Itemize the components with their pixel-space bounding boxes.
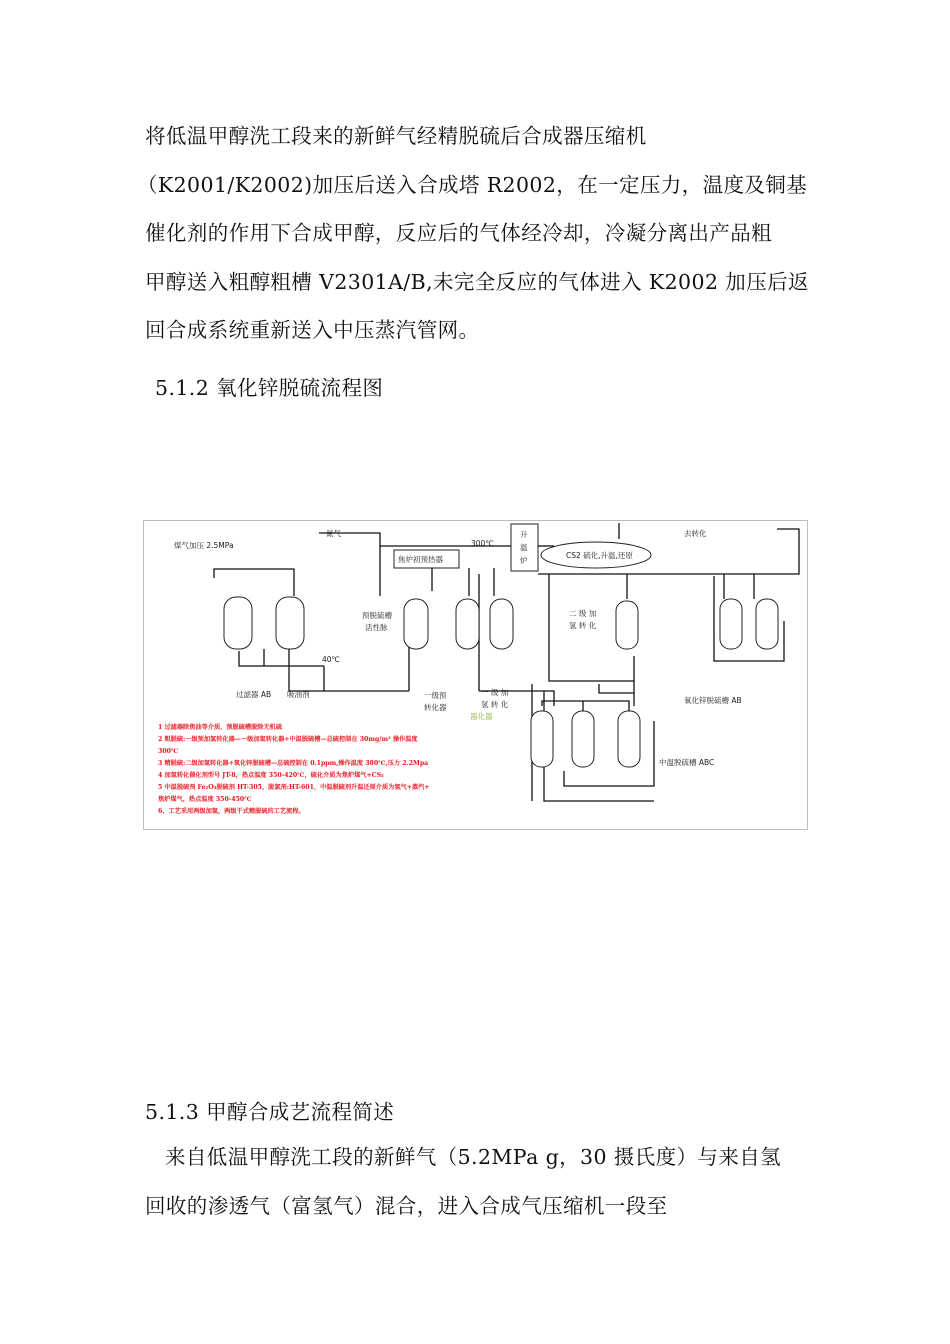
furnace-char-1: 升 — [520, 530, 528, 539]
label-to-conversion: 去转化 — [684, 529, 707, 538]
section-513-paragraph — [145, 1133, 815, 1230]
label-coal-gas: 煤气加压 2.5MPa — [174, 541, 234, 550]
label-cs2: CS2 硫化,升温,还原 — [566, 551, 633, 560]
label-nitrogen: 氮气 — [326, 529, 341, 538]
section-heading-513: 5.1.3 甲醇合成艺流程简述 — [145, 1100, 395, 1124]
primary-preconverter-vessel — [456, 599, 479, 649]
furnace-char-3: 炉 — [520, 556, 528, 565]
label-mid-temp: 中温脱硫槽 ABC — [659, 758, 715, 767]
label-primary-h-1: 一 级 加 — [481, 688, 509, 697]
note-line: 3 精脱硫:二级加氢转化器+氧化锌脱硫槽—总硫控制在 0.1ppm,操作温度 380℃,压力 2.2Mpa — [158, 760, 429, 767]
label-preheater: 焦炉初预热器 — [398, 555, 443, 564]
label-temp-300: 300℃ — [471, 539, 494, 548]
mid-temp-vessel-c — [618, 711, 640, 767]
note-line: 4 加氢转化催化剂型号 JT-8，热点温度 350-420℃，硫化介质为焦炉煤气+CS₂ — [158, 772, 384, 779]
intro-paragraph — [137, 112, 815, 355]
label-secondary-1: 二 级 加 — [569, 609, 597, 618]
body-line-2: 回收的渗透气（富氢气）混合，进入合成气压缩机一段至 — [145, 1193, 668, 1218]
note-line: 300℃ — [158, 748, 179, 755]
label-filter: 过滤器 AB — [236, 690, 272, 699]
zno-vessel-b — [756, 599, 778, 649]
label-zno: 氧化锌脱硫槽 AB — [684, 696, 742, 705]
label-primary-h-green: 器化器 — [470, 712, 493, 721]
primary-h-converter-vessel — [490, 599, 513, 649]
label-adsorbent: 吸油剂 — [287, 690, 310, 699]
body-line-1: 来自低温甲醇洗工段的新鲜气（5.2MPa g，30 摄氏度）与来自氢 — [165, 1145, 782, 1169]
filter-vessel-a — [224, 597, 252, 649]
furnace-char-2: 温 — [520, 543, 528, 552]
mid-temp-vessel-b — [572, 711, 594, 767]
note-line: 2 粗脱硫:一级预加氢转化器—一级加氢转化器+中温脱硫槽—总硫控制在 30mg/m³ 操作温度 — [158, 736, 418, 743]
secondary-h-converter-vessel — [616, 601, 638, 649]
label-secondary-2: 氢 转 化 — [569, 621, 597, 630]
mid-temp-vessel-a — [531, 711, 553, 767]
zno-vessel-a — [720, 599, 742, 649]
label-predesulf-2: 活性脉 — [365, 623, 388, 632]
pre-desulfurizer-vessel — [404, 599, 428, 649]
intro-line-1: 将低温甲醇洗工段来的新鲜气经精脱硫后合成器压缩机 — [145, 124, 647, 148]
filter-vessel-b — [276, 597, 304, 649]
intro-line-5: 回合成系统重新送入中压蒸汽管网。 — [145, 318, 480, 342]
diagram-notes — [158, 723, 429, 816]
label-primary-1: 一级预 — [424, 691, 447, 700]
intro-line-3: 催化剂的作用下合成甲醇，反应后的气体经冷却，冷凝分离出产品粗 — [145, 221, 772, 245]
note-line: 5 中温脱硫剂 Fe₂O₃脱硫剂 HT-305，脱氯剂:HT-601，中温脱硫剂升温还原介质为氢气+蒸汽+ — [158, 784, 430, 791]
label-primary-h-2: 氢 转 化 — [481, 700, 509, 709]
note-line: 1 过滤器除焦油等介质，预脱硫槽脱除无机硫 — [158, 724, 283, 731]
section-heading-512: 5.1.2 氧化锌脱硫流程图 — [155, 376, 384, 400]
label-predesulf-1: 预脱硫槽 — [362, 611, 392, 620]
note-line: 焦炉煤气，热点温度 350-450℃ — [158, 796, 252, 803]
intro-line-4: 甲醇送入粗醇粗槽 V2301A/B,未完全反应的气体进入 K2002 加压后返 — [145, 269, 809, 294]
zno-desulfurization-flow-diagram — [143, 520, 808, 830]
label-primary-2: 转化器 — [424, 703, 447, 712]
note-line: 6、工艺采用两级加氢，两级干式精脱硫的工艺流程。 — [158, 808, 305, 815]
label-temp-40: 40℃ — [322, 655, 340, 664]
intro-line-2: （K2001/K2002)加压后送入合成塔 R2002，在一定压力，温度及铜基 — [137, 172, 808, 197]
